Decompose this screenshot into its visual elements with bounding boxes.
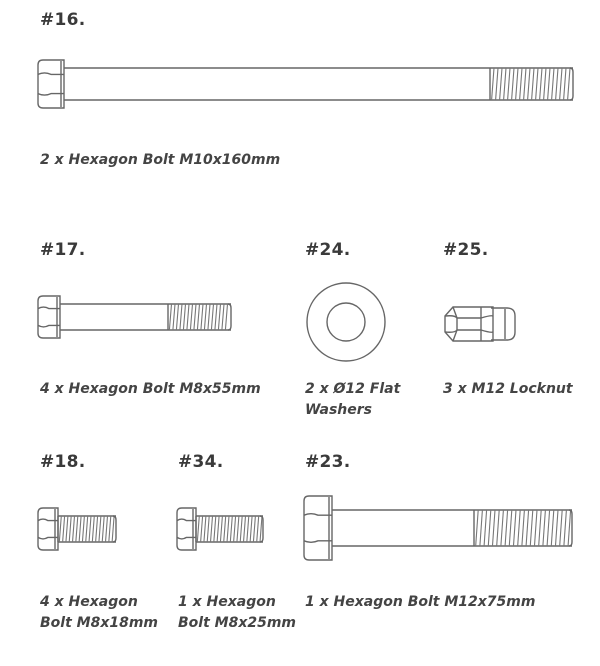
part-25-caption <box>443 379 573 400</box>
part-17-number: #17. <box>40 240 86 260</box>
bolt-m8x25-icon <box>177 508 273 554</box>
part-25-locknut-drawing <box>443 304 519 344</box>
part-25-number: #25. <box>443 240 489 260</box>
caption-line: 4 x Hexagon Bolt M8x55mm <box>40 381 261 397</box>
part-34-number: #34. <box>178 452 224 472</box>
caption-line: 1 x Hexagon Bolt M12x75mm <box>305 594 536 610</box>
part-18-number: #18. <box>40 452 86 472</box>
part-24-caption <box>305 379 400 421</box>
caption-line: Bolt M8x25mm <box>178 615 297 631</box>
part-23-bolt-drawing <box>304 496 576 562</box>
part-23-caption <box>305 592 535 613</box>
part-18-caption <box>40 592 158 634</box>
caption-line: 4 x Hexagon <box>40 594 138 610</box>
part-17-bolt-drawing <box>38 296 238 342</box>
caption-line: Bolt M8x18mm <box>40 615 159 631</box>
bolt-m8x18-icon <box>38 508 128 554</box>
caption-line: Washers <box>305 402 372 418</box>
washer-icon <box>304 282 388 366</box>
part-18-bolt-drawing <box>38 508 128 554</box>
bolt-m10x160-icon <box>38 60 578 110</box>
caption-line: 1 x Hexagon <box>178 594 276 610</box>
part-16-number: #16. <box>40 10 86 30</box>
caption-line: 3 x M12 Locknut <box>443 381 573 397</box>
part-23-number: #23. <box>305 452 351 472</box>
part-16-caption <box>40 150 280 171</box>
part-34-caption <box>178 592 296 634</box>
part-16-bolt-drawing <box>38 60 578 110</box>
caption-line: 2 x Ø12 Flat <box>305 381 401 397</box>
part-34-bolt-drawing <box>177 508 273 554</box>
caption-line: 2 x Hexagon Bolt M10x160mm <box>40 152 281 168</box>
locknut-icon <box>443 304 519 344</box>
part-24-number: #24. <box>305 240 351 260</box>
part-17-caption <box>40 379 261 400</box>
part-24-washer-drawing <box>304 282 388 366</box>
bolt-m12x75-icon <box>304 496 576 562</box>
bolt-m8x55-icon <box>38 296 238 342</box>
